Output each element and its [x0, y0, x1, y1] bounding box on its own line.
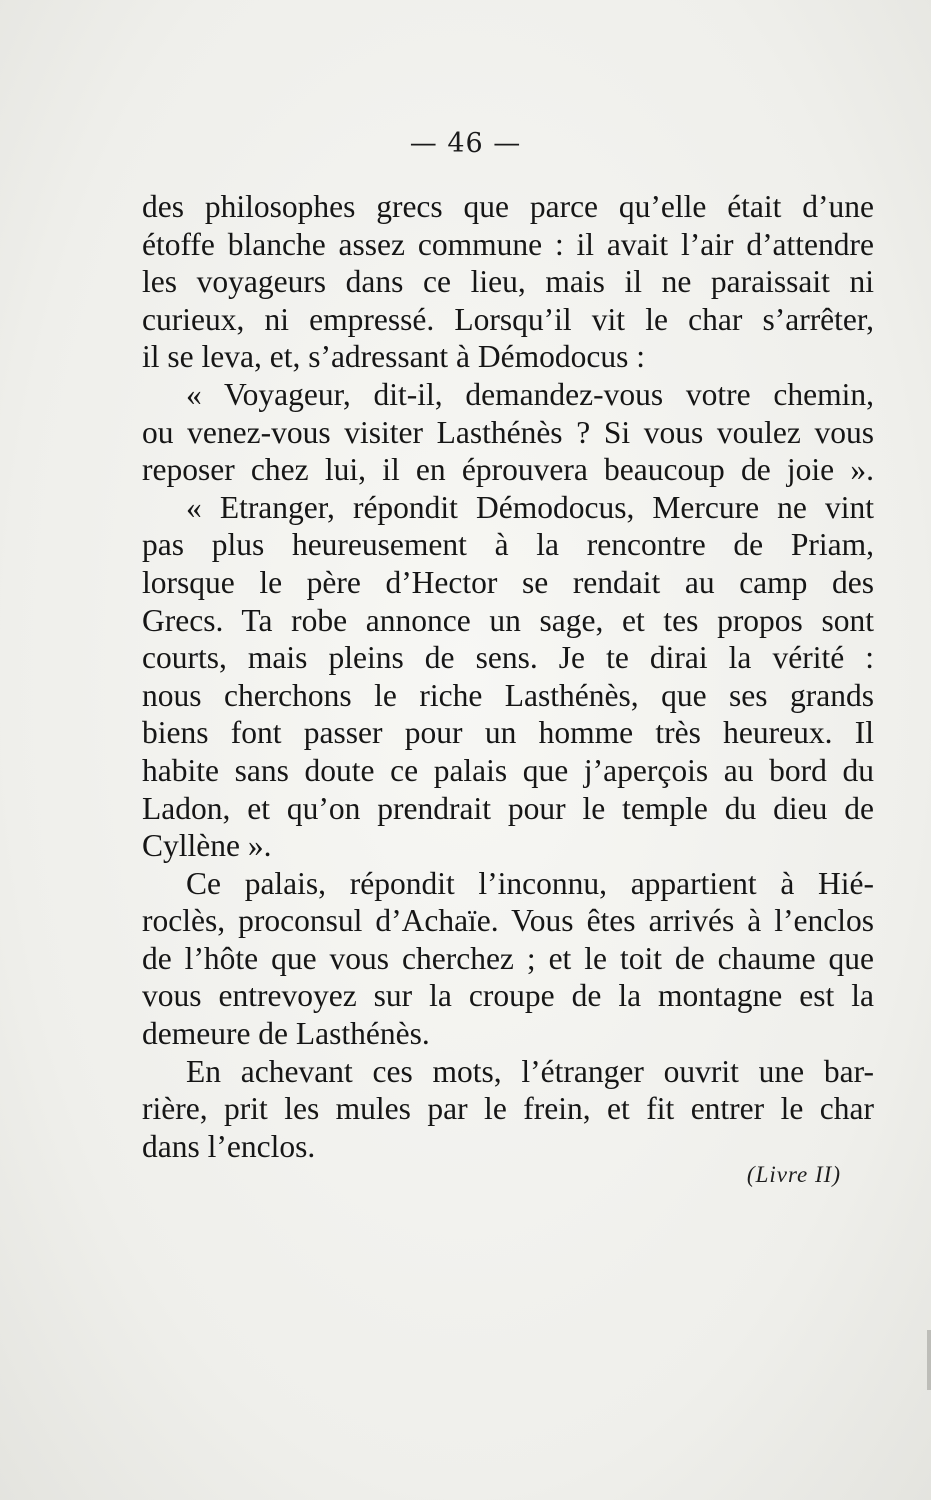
text-line: Ce palais, répondit l’inconnu, appartient à Hié-	[186, 865, 874, 901]
text-line: En achevant ces mots, l’étranger ouvrit une bar-	[186, 1053, 874, 1089]
text-line: vous entrevoyez sur la croupe de la montagne est la	[142, 978, 874, 1014]
text-line: les voyageurs dans ce lieu, mais il ne paraissait ni	[142, 264, 874, 300]
text-line: reposer chez lui, il en éprouvera beaucoup de joie ».	[142, 452, 874, 488]
text-line: demeure de Lasthénès.	[142, 1016, 430, 1052]
text-line: Grecs. Ta robe annonce un sage, et tes propos sont	[142, 602, 874, 638]
body-text	[142, 188, 874, 1165]
source-credit: (Livre II)	[746, 1162, 841, 1187]
text-line: ou venez-vous visiter Lasthénès ? Si vous voulez vous	[142, 414, 874, 450]
text-line: habite sans doute ce palais que j’aperçois au bord du	[142, 752, 874, 788]
text-line: de l’hôte que vous cherchez ; et le toit de chaume que	[142, 940, 874, 976]
text-line: des philosophes grecs que parce qu’elle était d’une	[142, 189, 874, 224]
text-line: curieux, ni empressé. Lorsqu’il vit le char s’arrêter,	[142, 301, 874, 337]
text-line: roclès, proconsul d’Achaïe. Vous êtes arrivés à l’enclos	[142, 903, 874, 939]
page-edge-mark	[927, 1330, 931, 1390]
text-line: nous cherchons le riche Lasthénès, que ses grands	[142, 677, 874, 713]
text-line: courts, mais pleins de sens. Je te dirai la vérité :	[142, 640, 874, 676]
text-line: Ladon, et qu’on prendrait pour le temple du dieu de	[142, 790, 874, 826]
text-line: étoffe blanche assez commune : il avait l’air d’attendre	[142, 226, 874, 262]
text-line: Cyllène ».	[142, 828, 272, 864]
text-line: dans l’enclos.	[142, 1128, 316, 1164]
text-line: « Etranger, répondit Démodocus, Mercure ne vint	[186, 489, 874, 525]
text-line: lorsque le père d’Hector se rendait au camp des	[142, 564, 874, 600]
text-line: biens font passer pour un homme très heureux. Il	[142, 715, 874, 751]
page-number: — 46 —	[409, 128, 522, 159]
text-line: pas plus heureusement à la rencontre de Priam,	[142, 527, 874, 563]
text-line: « Voyageur, dit-il, demandez-vous votre chemin,	[186, 376, 874, 412]
text-line: il se leva, et, s’adressant à Démodocus :	[142, 339, 645, 375]
text-line: rière, prit les mules par le frein, et fit entrer le char	[142, 1091, 874, 1127]
